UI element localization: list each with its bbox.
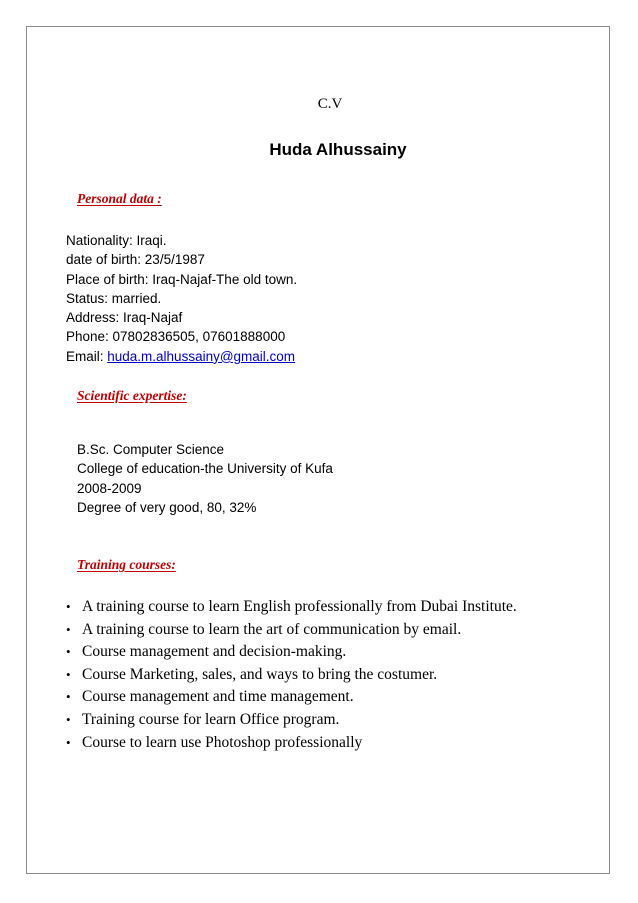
dob-line: date of birth: 23/5/1987 [66,252,205,268]
bullet-icon: • [66,644,71,660]
list-item: • Course management and time management. [66,686,517,709]
grade-line: Degree of very good, 80, 32% [77,499,257,515]
degree-line: B.Sc. Computer Science [77,442,225,457]
years-line: 2008-2009 [77,480,142,496]
email-link[interactable]: huda.m.alhussainy@gmail.com [107,348,296,364]
college-line: College of education-the University of Kufa [77,461,333,477]
pob-line: Place of birth: Iraq-Najaf-The old town. [66,271,298,287]
bullet-icon: • [66,689,71,705]
scientific-expertise-heading: Scientific expertise: [77,388,187,403]
address-line: Address: Iraq-Najaf [66,310,183,326]
list-item: • Training course for learn Office program. [66,709,517,732]
bullet-icon: • [66,734,71,750]
bullet-icon: • [66,621,71,637]
list-item: • Course management and decision-making. [66,641,517,664]
training-courses-heading: Training courses: [77,557,176,572]
list-item: • Course to learn use Photoshop professionally [66,732,517,755]
cv-label: C.V [317,96,343,112]
bullet-icon: • [66,711,71,727]
list-item: • Course Marketing, sales, and ways to bring the costumer. [66,664,517,687]
list-item: • A training course to learn English professionally from Dubai Institute. [66,596,517,619]
nationality-line: Nationality: Iraqi. [66,233,167,248]
bullet-icon: • [66,666,71,682]
email-label: Email: [66,348,108,364]
bullet-icon: • [66,599,71,614]
scientific-block [77,440,333,517]
status-line: Status: married. [66,290,162,306]
phone-line: Phone: 07802836505, 07601888000 [66,329,286,345]
list-item: • A training course to learn the art of communication by email. [66,619,517,642]
training-courses-list [66,596,517,754]
email-line [66,347,297,366]
candidate-name: Huda Alhussainy [269,140,407,159]
personal-data-block [66,231,297,366]
personal-data-heading: Personal data : [77,191,162,206]
